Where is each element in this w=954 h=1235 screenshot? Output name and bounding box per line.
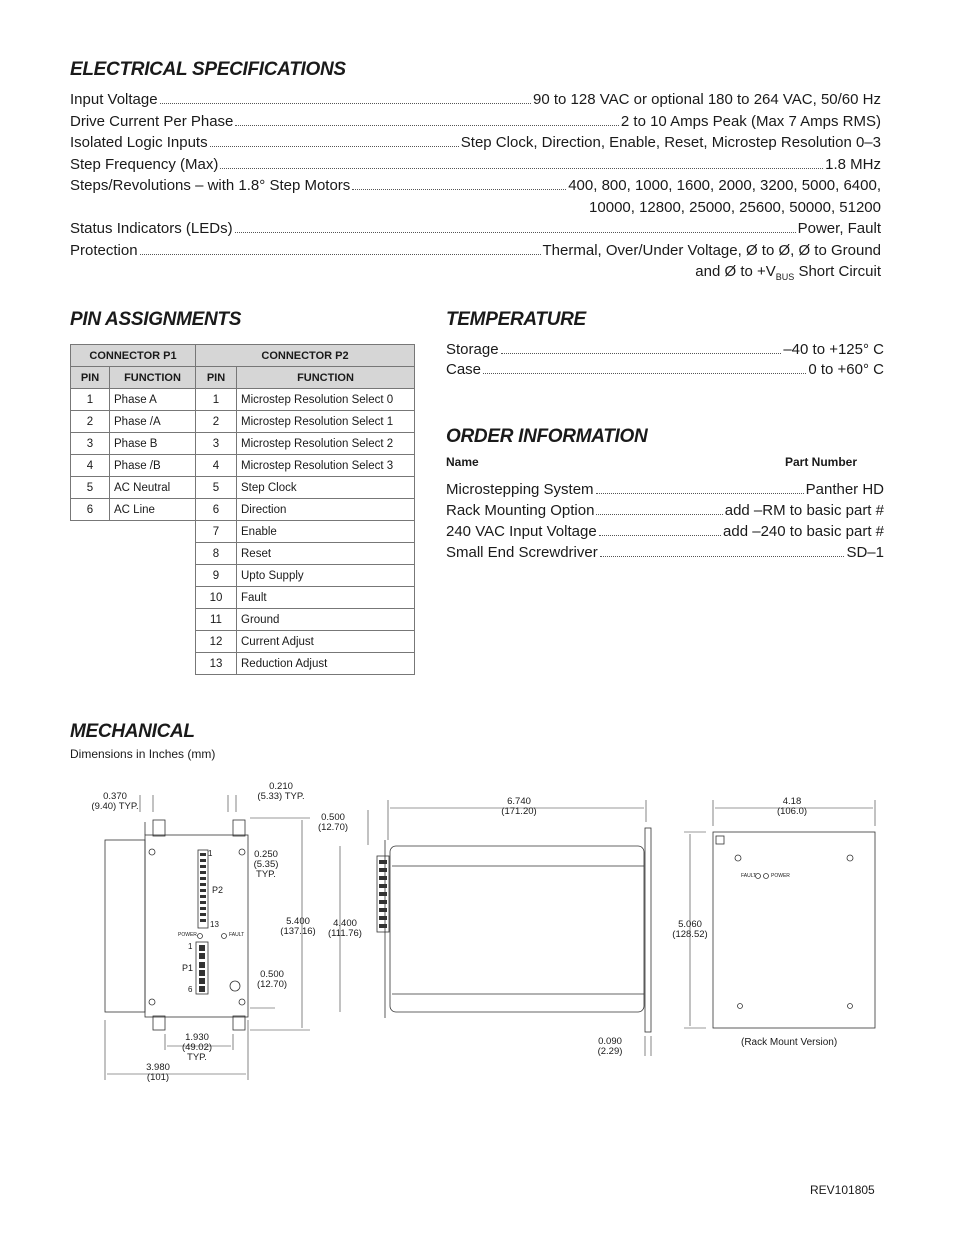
spec-row-label: Steps/Revolutions – with 1.8° Step Motors xyxy=(70,177,351,194)
p2-pin-cell: 7 xyxy=(196,521,237,543)
p2-pin-cell: 6 xyxy=(196,499,237,521)
p1-function-cell: AC Neutral xyxy=(110,477,196,499)
order-part-header: Part Number xyxy=(785,455,858,469)
spec-row-label: Drive Current Per Phase xyxy=(70,112,234,130)
rack-fault-label: FAULT xyxy=(741,873,757,879)
spec-row-value: Power, Fault xyxy=(797,220,881,237)
p2-function-cell: Microstep Resolution Select 3 xyxy=(237,455,415,477)
p1-function-header: FUNCTION xyxy=(110,367,196,389)
spec-row-value: 400, 800, 1000, 1600, 2000, 3200, 5000, 6400, xyxy=(568,177,881,194)
p1-pin6-label: 6 xyxy=(188,985,193,994)
temperature-row-label: Storage xyxy=(446,341,499,358)
order-row-value: add –RM to basic part # xyxy=(724,502,884,519)
pin-assignments-title: PIN ASSIGNMENTS xyxy=(70,309,242,330)
spec-row-value: Step Clock, Direction, Enable, Reset, Microstep Resolution 0–3 xyxy=(460,134,881,151)
p2-pin1-label: 1 xyxy=(208,849,213,858)
order-row-label: 240 VAC Input Voltage xyxy=(446,523,597,540)
p2-function-cell: Microstep Resolution Select 0 xyxy=(237,389,415,411)
p2-function-cell: Microstep Resolution Select 2 xyxy=(237,433,415,455)
order-row-label: Rack Mounting Option xyxy=(446,502,595,519)
dim-0210: 0.210 (5.33) TYP. xyxy=(257,781,305,802)
protection-cont-text: and Ø to +V xyxy=(695,263,776,280)
spec-row-label: Step Frequency (Max) xyxy=(70,155,219,173)
dim-6740: 6.740 (171.20) xyxy=(501,796,537,817)
order-row-label: Microstepping System xyxy=(446,481,594,498)
spec-row-label: Input Voltage xyxy=(70,91,158,108)
p1-function-cell: AC Line xyxy=(110,499,196,521)
mechanical-subtitle: Dimensions in Inches (mm) xyxy=(70,747,216,761)
p2-pin-cell: 3 xyxy=(196,433,237,455)
spec-row-value: 1.8 MHz xyxy=(825,155,881,173)
p2-pin13-label: 13 xyxy=(210,920,219,929)
p2-function-cell: Fault xyxy=(237,587,415,609)
temperature-row-value: 0 to +60° C xyxy=(808,361,884,378)
mechanical-title: MECHANICAL xyxy=(70,721,195,742)
p1-pin1-label: 1 xyxy=(188,942,193,951)
p2-function-cell: Ground xyxy=(237,609,415,631)
dim-0500-bottom: 0.500 (12.70) xyxy=(256,969,288,990)
dim-3980: 3.980 (101) xyxy=(146,1062,170,1083)
p2-pin-cell: 9 xyxy=(196,565,237,587)
p1-pin-cell: 1 xyxy=(71,389,110,411)
p2-pin-header: PIN xyxy=(196,367,237,389)
p2-pin-cell: 10 xyxy=(196,587,237,609)
temperature-row-label: Case xyxy=(446,361,482,378)
dim-0370: 0.370 (9.40) TYP. xyxy=(91,791,139,812)
spec-row-label: Protection xyxy=(70,241,138,259)
p1-pin-header: PIN xyxy=(71,367,110,389)
p2-function-cell: Enable xyxy=(237,521,415,543)
p2-pin-cell: 12 xyxy=(196,631,237,653)
dim-418: 4.18 (106.0) xyxy=(776,796,808,817)
order-row-label: Small End Screwdriver xyxy=(446,544,598,561)
p2-label: P2 xyxy=(212,885,224,895)
p2-pin-cell: 5 xyxy=(196,477,237,499)
power-led-label: POWER xyxy=(178,932,197,938)
p2-pin-cell: 1 xyxy=(196,389,237,411)
temperature-title: TEMPERATURE xyxy=(446,309,586,330)
dim-0250: 0.250 (5.35) TYP. xyxy=(253,849,279,880)
vbus-subscript: BUS xyxy=(775,272,795,282)
p1-function-cell: Phase B xyxy=(110,433,196,455)
rack-power-label: POWER xyxy=(771,873,790,879)
p2-function-cell: Current Adjust xyxy=(237,631,415,653)
dim-0090: 0.090 (2.29) xyxy=(597,1036,623,1057)
order-title: ORDER INFORMATION xyxy=(446,426,648,447)
order-name-header: Name xyxy=(446,455,479,469)
p2-function-header: FUNCTION xyxy=(237,367,415,389)
p2-pin-cell: 11 xyxy=(196,609,237,631)
p1-pin-cell: 6 xyxy=(71,499,110,521)
p2-function-cell: Direction xyxy=(237,499,415,521)
order-row-value: add –240 to basic part # xyxy=(723,523,884,540)
p2-pin-cell: 4 xyxy=(196,455,237,477)
rack-mount-caption: (Rack Mount Version) xyxy=(741,1037,838,1048)
revision-label: REV101805 xyxy=(810,1183,875,1197)
p1-pin-cell: 3 xyxy=(71,433,110,455)
p1-function-cell: Phase A xyxy=(110,389,196,411)
p1-pin-cell: 2 xyxy=(71,411,110,433)
dim-5060: 5.060 (128.52) xyxy=(672,919,708,940)
electrical-title: ELECTRICAL SPECIFICATIONS xyxy=(70,59,346,80)
dim-5400: 5.400 (137.16) xyxy=(280,916,316,937)
p2-pin-cell: 2 xyxy=(196,411,237,433)
connector-p2-header: CONNECTOR P2 xyxy=(196,345,415,367)
dim-0500-top: 0.500 (12.70) xyxy=(317,812,349,833)
dim-4400: 4.400 (111.76) xyxy=(328,918,362,939)
spec-row-value: 90 to 128 VAC or optional 180 to 264 VAC, 50/60 Hz xyxy=(532,91,881,108)
fault-led-label: FAULT xyxy=(229,932,245,938)
p2-function-cell: Step Clock xyxy=(237,477,415,499)
dim-1930: 1.930 (49.02) TYP. xyxy=(181,1032,213,1063)
steps-continuation: 10000, 12800, 25000, 25600, 50000, 51200 xyxy=(589,198,881,216)
temperature-row-value: –40 to +125° C xyxy=(783,341,884,358)
spec-row-label: Status Indicators (LEDs) xyxy=(70,220,233,237)
protection-cont-text-end: Short Circuit xyxy=(794,263,881,280)
spec-row-value: 2 to 10 Amps Peak (Max 7 Amps RMS) xyxy=(620,112,881,130)
spec-row-label: Isolated Logic Inputs xyxy=(70,134,208,151)
p1-function-cell: Phase /B xyxy=(110,455,196,477)
p2-function-cell: Reset xyxy=(237,543,415,565)
p2-function-cell: Reduction Adjust xyxy=(237,653,415,675)
connector-p1-header: CONNECTOR P1 xyxy=(71,345,196,367)
order-row-value: SD–1 xyxy=(846,544,884,561)
p1-pin-cell: 5 xyxy=(71,477,110,499)
p2-pin-cell: 13 xyxy=(196,653,237,675)
p2-function-cell: Upto Supply xyxy=(237,565,415,587)
p1-label: P1 xyxy=(182,963,194,973)
p2-function-cell: Microstep Resolution Select 1 xyxy=(237,411,415,433)
order-row-value: Panther HD xyxy=(805,481,884,498)
p1-function-cell: Phase /A xyxy=(110,411,196,433)
p2-pin-cell: 8 xyxy=(196,543,237,565)
spec-row-value: Thermal, Over/Under Voltage, Ø to Ø, Ø to Ground xyxy=(542,241,881,259)
p1-pin-cell: 4 xyxy=(71,455,110,477)
